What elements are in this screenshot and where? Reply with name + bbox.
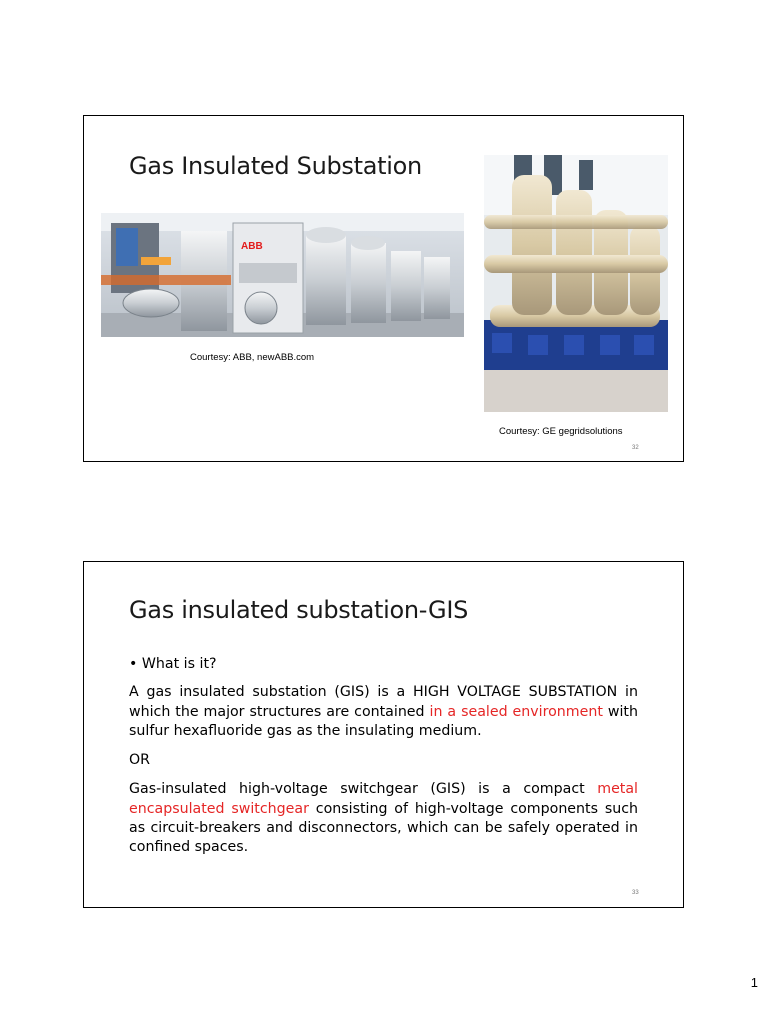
para2-text-b: consisting of high-voltage components such as circuit-breakers and disconnectors, which can be safely operated in confined spaces. (129, 800, 638, 856)
photo2-caption: Courtesy: GE gegridsolutions (499, 426, 623, 437)
slide-body (129, 655, 638, 868)
slide-title: Gas insulated substation-GIS (129, 596, 469, 624)
abb-switchgear-illustration (101, 213, 464, 337)
slide-number: 32 (632, 445, 639, 451)
slide-title: Gas Insulated Substation (129, 152, 422, 180)
or-separator: OR (129, 752, 151, 769)
page-number: 1 (750, 975, 758, 990)
ge-gis-photo (484, 155, 668, 412)
para2-highlight: metal encapsulated switchgear (129, 781, 638, 817)
abb-gis-photo (101, 213, 464, 337)
para1-text-a: A gas insulated substation (GIS) is a HIGH VOLTAGE SUBSTATION in which the major structures are contained (129, 684, 638, 720)
photo1-caption: Courtesy: ABB, newABB.com (190, 352, 315, 363)
slide-32 (83, 115, 684, 462)
slide-33 (83, 561, 684, 908)
para2-text-a: Gas-insulated high-voltage switchgear (GIS) is a compact (129, 781, 598, 798)
definition-paragraph-2 (129, 780, 638, 857)
abb-logo: ABB (241, 241, 263, 252)
slide-number: 33 (632, 890, 639, 896)
definition-paragraph-1 (129, 683, 638, 741)
ge-switchgear-illustration (484, 155, 668, 412)
para1-text-b: with sulfur hexafluoride gas as the insulating medium. (129, 703, 638, 739)
bullet-what-is-it: • What is it? (129, 656, 217, 672)
para1-highlight: in a sealed environment (429, 703, 603, 720)
